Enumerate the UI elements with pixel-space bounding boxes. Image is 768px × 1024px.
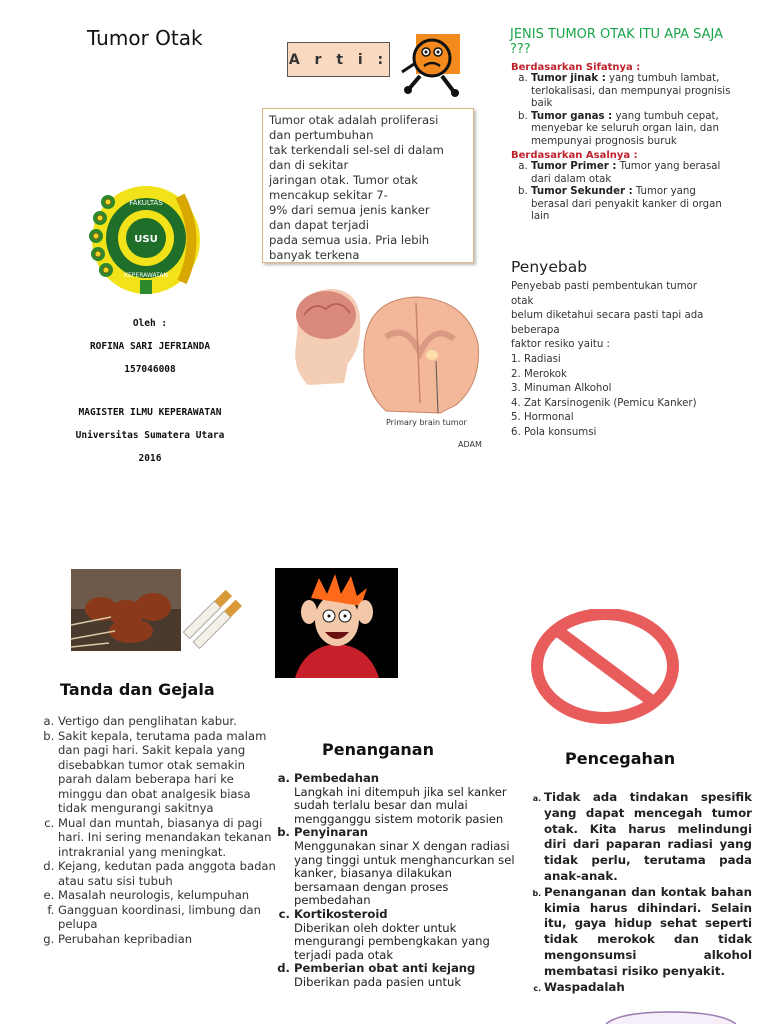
asal-heading: Berdasarkan Asalnya :: [511, 150, 638, 161]
jenis-title: JENIS TUMOR OTAK ITU APA SAJA ???: [510, 27, 724, 57]
arti-line: banyak terkena: [269, 248, 360, 262]
list-item: a. Tidak ada tindakan spesifik yang dapat mencegah tumor otak. Kita harus melindungi diri dari paparan radiasi yang tidak perlu, terutama pada anak-anak.: [544, 790, 752, 885]
brain-tumor-illustration: [286, 283, 498, 451]
list-item: c. Mual dan muntah, biasanya di pagi hari. Ini sering menandakan tekanan intrakranial yang meningkat.: [58, 816, 280, 860]
penyebab-line: belum diketahui secara pasti tapi ada: [511, 310, 704, 322]
prohibited-icon: [530, 609, 680, 724]
faculty-logo: [86, 178, 204, 298]
list-item: a. Tumor jinak : yang tumbuh lambat, terlokalisasi, dan mempunyai prognisis baik: [531, 73, 731, 111]
logo-ring-top: FAKULTAS: [129, 199, 163, 207]
satay-photo: [71, 569, 181, 651]
arti-line: tak terkendali sel-sel di dalam: [269, 143, 444, 157]
asal-list: [511, 161, 731, 224]
credits-year: 2016: [138, 453, 162, 464]
list-item: d. Pemberian obat anti kejang Diberikan pada pasien untuk: [294, 962, 516, 989]
list-item: b. Tumor ganas : yang tumbuh cepat, menyebar ke seluruh organ lain, dan mempunyai prognosis buruk: [531, 111, 731, 149]
penyebab-line: 3. Minuman Alkohol: [511, 383, 612, 395]
tanda-title: Tanda dan Gejala: [60, 680, 215, 699]
arti-line: dan di sekitar: [269, 158, 349, 172]
arti-line: dan dapat terjadi: [269, 218, 370, 232]
credits-nim: 157046008: [124, 364, 176, 375]
penyebab-line: 5. Hormonal: [511, 412, 574, 424]
list-item: g. Perubahan kepribadian: [58, 932, 280, 947]
penyebab-line: faktor resiko yaitu :: [511, 339, 610, 351]
credits: [40, 318, 260, 476]
logo-center: USU: [134, 234, 158, 245]
penyebab-line: 4. Zat Karsinogenik (Pemicu Kanker): [511, 397, 697, 409]
penyebab-text: [511, 280, 736, 441]
arti-definition-box: [262, 108, 474, 263]
list-item: b. Penanganan dan kontak bahan kimia harus dihindari. Selain itu, gaya hidup sehat seperti tidak merokok dan tidak mengonsumsi alkohol membatasi risiko penyakit.: [544, 885, 752, 980]
list-item: b. Sakit kepala, terutama pada malam dan pagi hari. Sakit kepala yang disebabkan tumor otak semakin parah dalam beberapa hari ke minggu dan obat analgesik biasa tidak mengurangi sakitnya: [58, 729, 280, 816]
list-item: c. Waspadalah: [544, 980, 752, 996]
cigarettes-icon: [180, 587, 246, 649]
list-item: b. Tumor Sekunder : Tumor yang berasal dari penyakit kanker di organ lain: [531, 186, 731, 224]
arti-line: Tumor otak adalah proliferasi: [269, 113, 439, 127]
logo-ring-bottom: KEPERAWATAN: [124, 272, 168, 279]
list-item: a. Tumor Primer : Tumor yang berasal dari dalam otak: [531, 161, 731, 186]
credits-university: Universitas Sumatera Utara: [75, 430, 225, 441]
penanganan-list: [276, 772, 516, 990]
penanganan-title: Penanganan: [322, 740, 434, 759]
list-item: b. Penyinaran Menggunakan sinar X dengan radiasi yang tinggi untuk menghancurkan sel kanker, biasanya dilakukan bersamaan dengan proses pembedahan: [294, 826, 516, 908]
sifat-list: [511, 73, 731, 148]
penyebab-line: 6. Pola konsumsi: [511, 426, 597, 438]
penyebab-line: otak: [511, 295, 534, 307]
credits-oleh: Oleh :: [132, 318, 168, 329]
list-item: c. Kortikosteroid Diberikan oleh dokter untuk mengurangi pembengkakan yang terjadi pada otak: [294, 908, 516, 962]
tanda-list: [40, 714, 280, 946]
penyebab-line: 2. Merokok: [511, 368, 567, 380]
arti-line: mencakup sekitar 7-: [269, 188, 388, 202]
brain-image-credit: ADAM: [458, 440, 482, 449]
page-title: Tumor Otak: [87, 26, 203, 50]
pencegahan-list: [524, 790, 752, 995]
list-item: a. Pembedahan Langkah ini ditempuh jika sel kanker sudah terlalu besar dan mulai mengganggu sistem motorik pasien: [294, 772, 516, 826]
sifat-heading: Berdasarkan Sifatnya :: [511, 62, 641, 73]
brain-image-caption: Primary brain tumor: [386, 418, 467, 427]
penyebab-line: Penyebab pasti pembentukan tumor: [511, 281, 698, 292]
arti-line: 9% dari semua jenis kanker: [269, 203, 430, 217]
list-item: a. Vertigo dan penglihatan kabur.: [58, 714, 280, 729]
penyebab-title: Penyebab: [511, 258, 588, 276]
credits-program: MAGISTER ILMU KEPERAWATAN: [78, 407, 222, 418]
penyebab-line: 1. Radiasi: [511, 353, 561, 365]
arti-line: dan pertumbuhan: [269, 128, 374, 142]
worried-character-icon: [398, 30, 468, 100]
jenis-section: [511, 62, 731, 224]
pencegahan-title: Pencegahan: [565, 749, 676, 768]
list-item: d. Kejang, kedutan pada anggota badan atau satu sisi tubuh: [58, 859, 280, 888]
penyebab-line: beberapa: [511, 324, 560, 336]
arti-line: jaringan otak. Tumor otak: [269, 173, 418, 187]
list-item: f. Gangguan koordinasi, limbung dan pelupa: [58, 903, 280, 932]
arti-label: A r t i :: [287, 42, 390, 77]
credits-name: ROFINA SARI JEFRIANDA: [89, 341, 211, 352]
frustrated-person-illustration: [275, 568, 398, 678]
list-item: e. Masalah neurologis, kelumpuhan: [58, 888, 280, 903]
arti-line: pada semua usia. Pria lebih: [269, 233, 430, 247]
speech-bubble-shape: [600, 1010, 740, 1024]
